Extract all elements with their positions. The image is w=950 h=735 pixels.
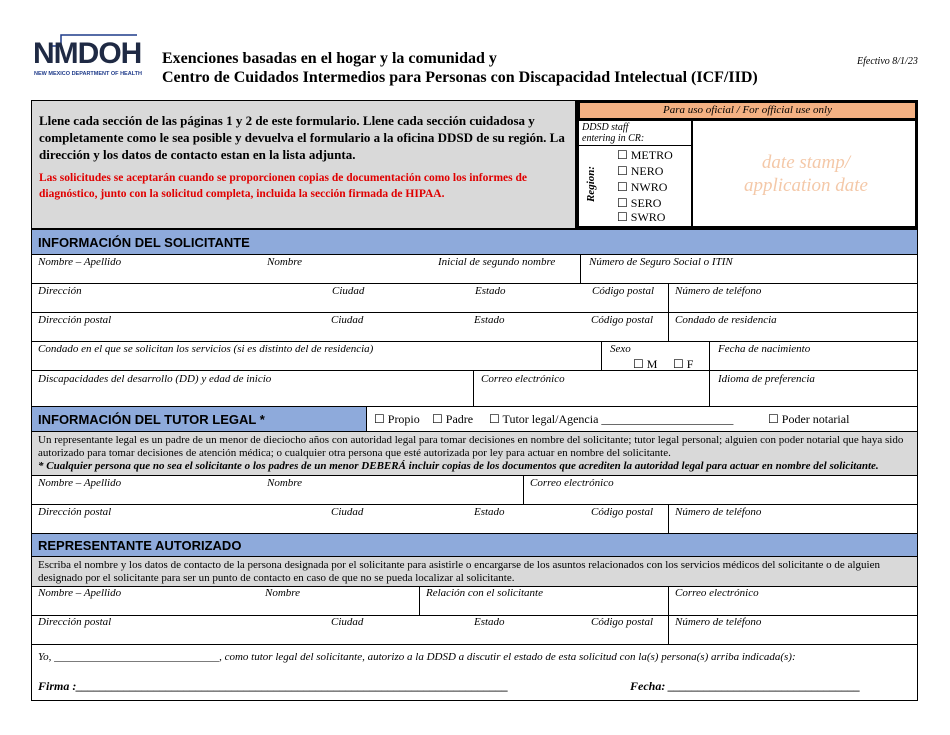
rep-last-name-label: Nombre – Apellido <box>38 587 122 599</box>
applicant-sex-label: Sexo <box>610 343 631 355</box>
guardian-mailing-label: Dirección postal <box>38 506 112 518</box>
applicant-state2-label: Estado <box>474 314 505 326</box>
authorization-text[interactable]: Yo, ______________________________, como tutor legal del solicitante, autorizo a la DDSD a discutir el estado de esta solicitud con la(s) persona(s) arriba indicada(s): <box>38 651 796 663</box>
applicant-email-label: Correo electrónico <box>481 373 565 385</box>
guardian-state-label: Estado <box>474 506 505 518</box>
rep-zip-label: Código postal <box>591 616 654 628</box>
rep-state-label: Estado <box>474 616 505 628</box>
applicant-city2-label: Ciudad <box>331 314 364 326</box>
signature-line[interactable]: Firma :________________________________________________________________________ <box>38 679 509 693</box>
region-label: Region: <box>585 165 598 203</box>
nmdoh-logo <box>32 33 150 79</box>
guardian-parent-checkbox[interactable]: ☐ Padre <box>432 412 474 426</box>
rep-mailing-label: Dirección postal <box>38 616 112 628</box>
guardian-zip-label: Código postal <box>591 506 654 518</box>
instructions-panel <box>31 100 576 229</box>
applicant-state-label: Estado <box>475 285 506 297</box>
date-line[interactable]: Fecha: ________________________________ <box>630 679 861 693</box>
applicant-ssn-label: Número de Seguro Social o ITIN <box>589 256 733 268</box>
guardian-email-label: Correo electrónico <box>530 477 614 489</box>
instructions-text: Llene cada sección de las páginas 1 y 2 de este formulario. Llene cada sección cuidadosa y completamente como le sea posible y devuelva el formulario a la oficina DDSD de su región. La dirección y los datos de contacto estan en la lista adjunta. <box>39 113 565 162</box>
logo-text: NMDOH <box>33 37 142 70</box>
effective-date: Efectivo 8/1/23 <box>857 56 918 67</box>
rep-email-label: Correo electrónico <box>675 587 759 599</box>
applicant-county-services-label: Condado en el que se solicitan los servicios (si es distinto del de residencia) <box>38 343 374 355</box>
applicant-last-name-label: Nombre – Apellido <box>38 256 122 268</box>
logo-subtitle: NEW MEXICO DEPARTMENT OF HEALTH <box>34 71 142 77</box>
guardian-phone-label: Número de teléfono <box>675 506 762 518</box>
guardian-city-label: Ciudad <box>331 506 364 518</box>
applicant-disabilities-label: Discapacidades del desarrollo (DD) y edad de inicio <box>38 373 272 385</box>
guardian-self-checkbox[interactable]: ☐ Propio <box>374 412 420 426</box>
form-title-line1: Exenciones basadas en el hogar y la comunidad y <box>162 50 497 67</box>
guardian-agency-checkbox[interactable]: ☐ Tutor legal/Agencia ______________________ <box>489 412 734 426</box>
rep-phone-label: Número de teléfono <box>675 616 762 628</box>
guardian-note-text: * Cualquier persona que no sea el solicitante o los padres de un menor DEBERÁ incluir copias de los documentos que acrediten la autoridad legal para actuar en nombre del solicitante. <box>38 460 879 472</box>
rep-first-name-label: Nombre <box>265 587 301 599</box>
guardian-first-name-label: Nombre <box>267 477 303 489</box>
applicant-middle-initial-label: Inicial de segundo nombre <box>438 256 556 268</box>
region-sero[interactable]: ☐ SERO <box>617 196 662 210</box>
representative-header: REPRESENTANTE AUTORIZADO <box>31 533 918 557</box>
applicant-language-label: Idioma de preferencia <box>718 373 815 385</box>
applicant-first-name-label: Nombre <box>267 256 303 268</box>
applicant-zip2-label: Código postal <box>591 314 654 326</box>
guardian-header: INFORMACIÓN DEL TUTOR LEGAL * <box>31 406 367 432</box>
applicant-dob-label: Fecha de nacimiento <box>718 343 811 355</box>
region-nwro[interactable]: ☐ NWRO <box>617 180 668 194</box>
region-metro[interactable]: ☐ METRO <box>617 148 673 162</box>
official-use-box <box>576 100 918 229</box>
region-swro[interactable]: ☐ SWRO <box>617 210 666 224</box>
sex-female-checkbox[interactable]: ☐ F <box>673 357 694 371</box>
warning-text: Las solicitudes se aceptarán cuando se proporcionen copias de documentación como los informes de diagnóstico, junto con la solicitud completa, incluida la sección firmada de HIPAA. <box>39 172 528 200</box>
date-stamp-placeholder: date stamp/ application date <box>743 152 868 196</box>
guardian-last-name-label: Nombre – Apellido <box>38 477 122 489</box>
applicant-zip-label: Código postal <box>592 285 655 297</box>
applicant-county-residence-label: Condado de residencia <box>675 314 777 326</box>
region-separator <box>579 145 691 146</box>
rep-relation-label: Relación con el solicitante <box>426 587 543 599</box>
form-title-line2: Centro de Cuidados Intermedios para Personas con Discapacidad Intelectual (ICF/IID) <box>162 69 758 86</box>
applicant-city-label: Ciudad <box>332 285 365 297</box>
applicant-phone-label: Número de teléfono <box>675 285 762 297</box>
region-nero[interactable]: ☐ NERO <box>617 164 664 178</box>
applicant-address-label: Dirección <box>38 285 82 297</box>
applicant-header: INFORMACIÓN DEL SOLICITANTE <box>31 229 918 255</box>
guardian-poa-checkbox[interactable]: ☐ Poder notarial <box>768 412 850 426</box>
representative-description: Escriba el nombre y los datos de contacto de la persona designada por el solicitante para asistirle o encargarse de los asuntos relacionados con los servicios médicos del solicitante o de alguien designado por el solicitante para ser un punto de contacto en caso de que no se pueda localizar al solicitante. <box>31 556 918 587</box>
official-header: Para uso oficial / For official use only <box>579 102 916 119</box>
rep-city-label: Ciudad <box>331 616 364 628</box>
guardian-description <box>31 431 918 476</box>
ddsd-staff-label: DDSD staff entering in CR: <box>582 122 645 144</box>
sex-male-checkbox[interactable]: ☐ M <box>633 357 658 371</box>
applicant-mailing-label: Dirección postal <box>38 314 112 326</box>
guardian-desc-text: Un representante legal es un padre de un menor de dieciocho años con autoridad legal para tomar decisiones en nombre del solicitante; tutor legal personal; alguien con poder notarial que haya sido autorizado para tomar decisiones de atención médica; o cualquier otra persona que esté autorizada por ley para actuar en nombre del solicitante. <box>38 434 904 459</box>
